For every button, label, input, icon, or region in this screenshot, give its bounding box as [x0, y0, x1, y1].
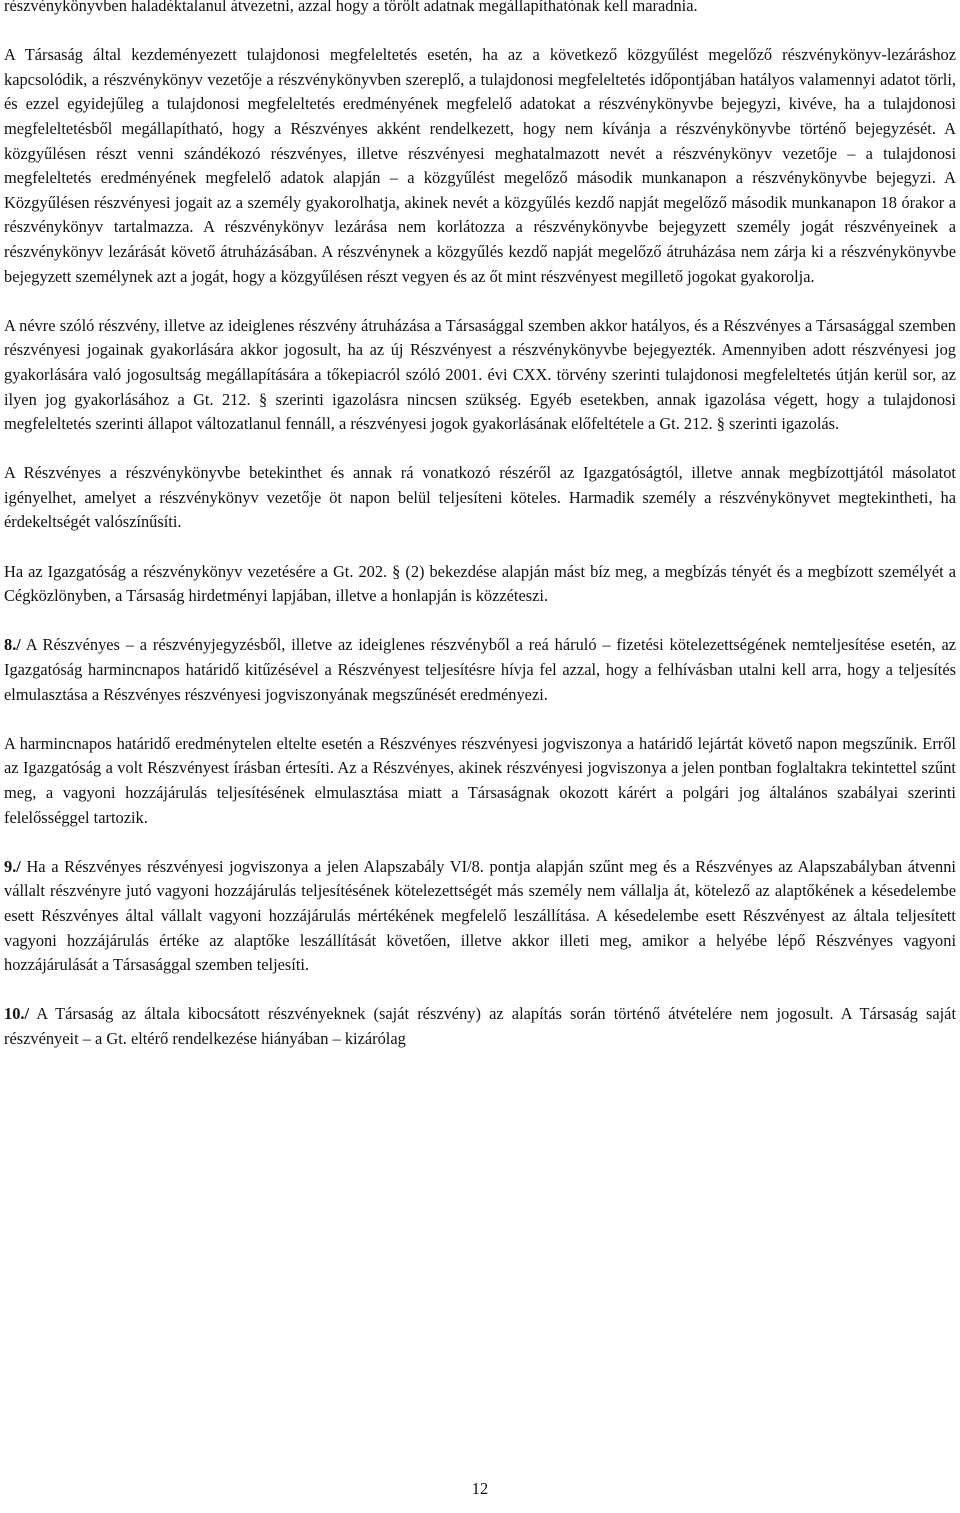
section-number: 9./ — [4, 856, 21, 876]
paragraph-continuation — [4, 0, 956, 19]
paragraph-section-9 — [4, 855, 956, 978]
paragraph-section-10 — [4, 1002, 956, 1051]
paragraph-text: A Részvényes – a részvényjegyzésből, illetve az ideiglenes részvényből a reá háruló – fizetési kötelezettségének nemteljesítése esetén, az Igazgatóság harmincnapos határidő kitűzésével a Részvényest teljesítésre hívja fel azzal, hogy a felhívásban utalni kell arra, hogy a teljesítés elmulasztása a Részvényes részvényesi jogviszonyának megszűnését eredményezi. — [4, 635, 956, 704]
section-number: 10./ — [4, 1004, 30, 1024]
section-number: 8./ — [4, 635, 21, 655]
paragraph-ownership-matching — [4, 43, 956, 289]
paragraph-share-transfer — [4, 314, 956, 437]
paragraph-text: A névre szóló részvény, illetve az ideiglenes részvény átruházása a Társasággal szemben akkor hatályos, és a Részvényes a Társasággal szemben részvényesi jogainak gyakorlására akkor jogosult, ha az új Részvényest a részvénykönyvbe bejegyezték. Amennyiben adott részvényesi jog gyakorlására való jogosultság megállapítására a tőkepiacról szóló 2001. évi CXX. törvény szerinti tulajdonosi megfeleltetés útján kerül sor, az ilyen jog gyakorlásához a Gt. 212. § szerinti igazolásra nincsen szükség. Egyéb esetekben, annak igazolása végett, hogy a tulajdonosi megfeleltetés szerinti állapot változatlanul fennáll, a részvényesi jogok gyakorlásának előfeltétele a Gt. 212. § szerinti igazolás. — [4, 315, 956, 434]
paragraph-text: A Társaság által kezdeményezett tulajdonosi megfeleltetés esetén, ha az a következő közgyűlést megelőző részvénykönyv-lezáráshoz kapcsolódik, a részvénykönyv vezetője a részvénykönyvben szereplő, a tulajdonosi megfeleltetés időpontjában hatályos valamennyi adatot törli, és ezzel egyidejűleg a tulajdonosi megfeleltetés eredményének megfelelő adatokat a részvénykönyvbe bejegyzi, kivéve, ha a tulajdonosi megfeleltetésből megállapítható, hogy a Részvényes akként rendelkezett, hogy nem kívánja a részvénykönyvbe történő bejegyzését. A közgyűlésen részt venni szándékozó részvényes, illetve részvényesi meghatalmazott nevét a részvénykönyv vezetője – a tulajdonosi megfeleltetés eredményének megfelelő adatok alapján – a közgyűlést megelőző második munkanapon a részvénykönyvbe bejegyzi. A Közgyűlésen részvényesi jogait az a személy gyakorolhatja, akinek nevét a közgyűlés kezdő napját megelőző második munkanapon 18 órakor a részvénykönyv tartalmazza. A részvénykönyv lezárása nem korlátozza a részvénykönyvbe bejegyzett személy jogát részvényeinek a részvénykönyv lezárását követő átruházásában. A részvénynek a közgyűlés kezdő napját megelőző átruházása nem zárja ki a részvénykönyvbe bejegyzett személynek azt a jogát, hogy a közgyűlésen részt vegyen és az őt mint részvényest megillető jogokat gyakorolja. — [4, 45, 956, 286]
paragraph-deadline-expiry — [4, 732, 956, 830]
paragraph-text: A Társaság az általa kibocsátott részvényeknek (saját részvény) az alapítás során történő átvételére nem jogosult. A Társaság saját részvényeit – a Gt. eltérő rendelkezése hiányában – kizárólag — [4, 1004, 956, 1048]
document-page — [4, 0, 956, 1513]
paragraph-section-8 — [4, 633, 956, 707]
paragraph-register-inspection — [4, 461, 956, 535]
paragraph-text: részvénykönyvben haladéktalanul átvezetni, azzal hogy a törölt adatnak megállapíthatónak kell maradnia. — [4, 0, 698, 15]
page-number: 12 — [471, 1479, 489, 1498]
paragraph-text: A Részvényes a részvénykönyvbe betekinthet és annak rá vonatkozó részéről az Igazgatóságtól, illetve annak megbízottjától másolatot igényelhet, amelyet a részvénykönyv vezetője öt napon belül teljesíteni köteles. Harmadik személy a részvénykönyvet megtekintheti, ha érdekeltségét valószínűsíti. — [4, 463, 956, 532]
paragraph-register-delegation — [4, 560, 956, 609]
paragraph-text: Ha az Igazgatóság a részvénykönyv vezetésére a Gt. 202. § (2) bekezdése alapján mást bíz meg, a megbízás tényét és a megbízott személyét a Cégközlönyben, a Társaság hirdetményi lapjában, illetve a honlapján is közzéteszi. — [4, 561, 956, 606]
paragraph-text: A harmincnapos határidő eredménytelen eltelte esetén a Részvényes részvényesi jogviszonya a határidő lejártát követő napon megszűnik. Erről az Igazgatóság a volt Részvényest írásban értesíti. Az a Részvényes, akinek részvényesi jogviszonya a jelen pontban foglaltakra tekintettel szűnt meg, a vagyoni hozzájárulás teljesítésének elmulasztása miatt a Társaságnak okozott kárért a polgári jog általános szabályai szerinti felelősséggel tartozik. — [4, 733, 956, 827]
paragraph-text: Ha a Részvényes részvényesi jogviszonya a jelen Alapszabály VI/8. pontja alapján szűnt meg és a Részvényes az Alapszabályban átvenni vállalt részvényre jutó vagyoni hozzájárulás teljesítésének kötelezettségét más személy nem vállalja át, kötelező az alaptőkének a késedelembe esett Részvényes által vállalt vagyoni hozzájárulás mértékének megfelelő leszállítása. A késedelembe esett Részvényest az általa teljesített vagyoni hozzájárulás értéke az alaptőke leszállítását követően, illetve akkor illeti meg, amikor a helyébe lépő Részvényes vagyoni hozzájárulását a Társasággal szemben teljesíti. — [4, 856, 956, 975]
